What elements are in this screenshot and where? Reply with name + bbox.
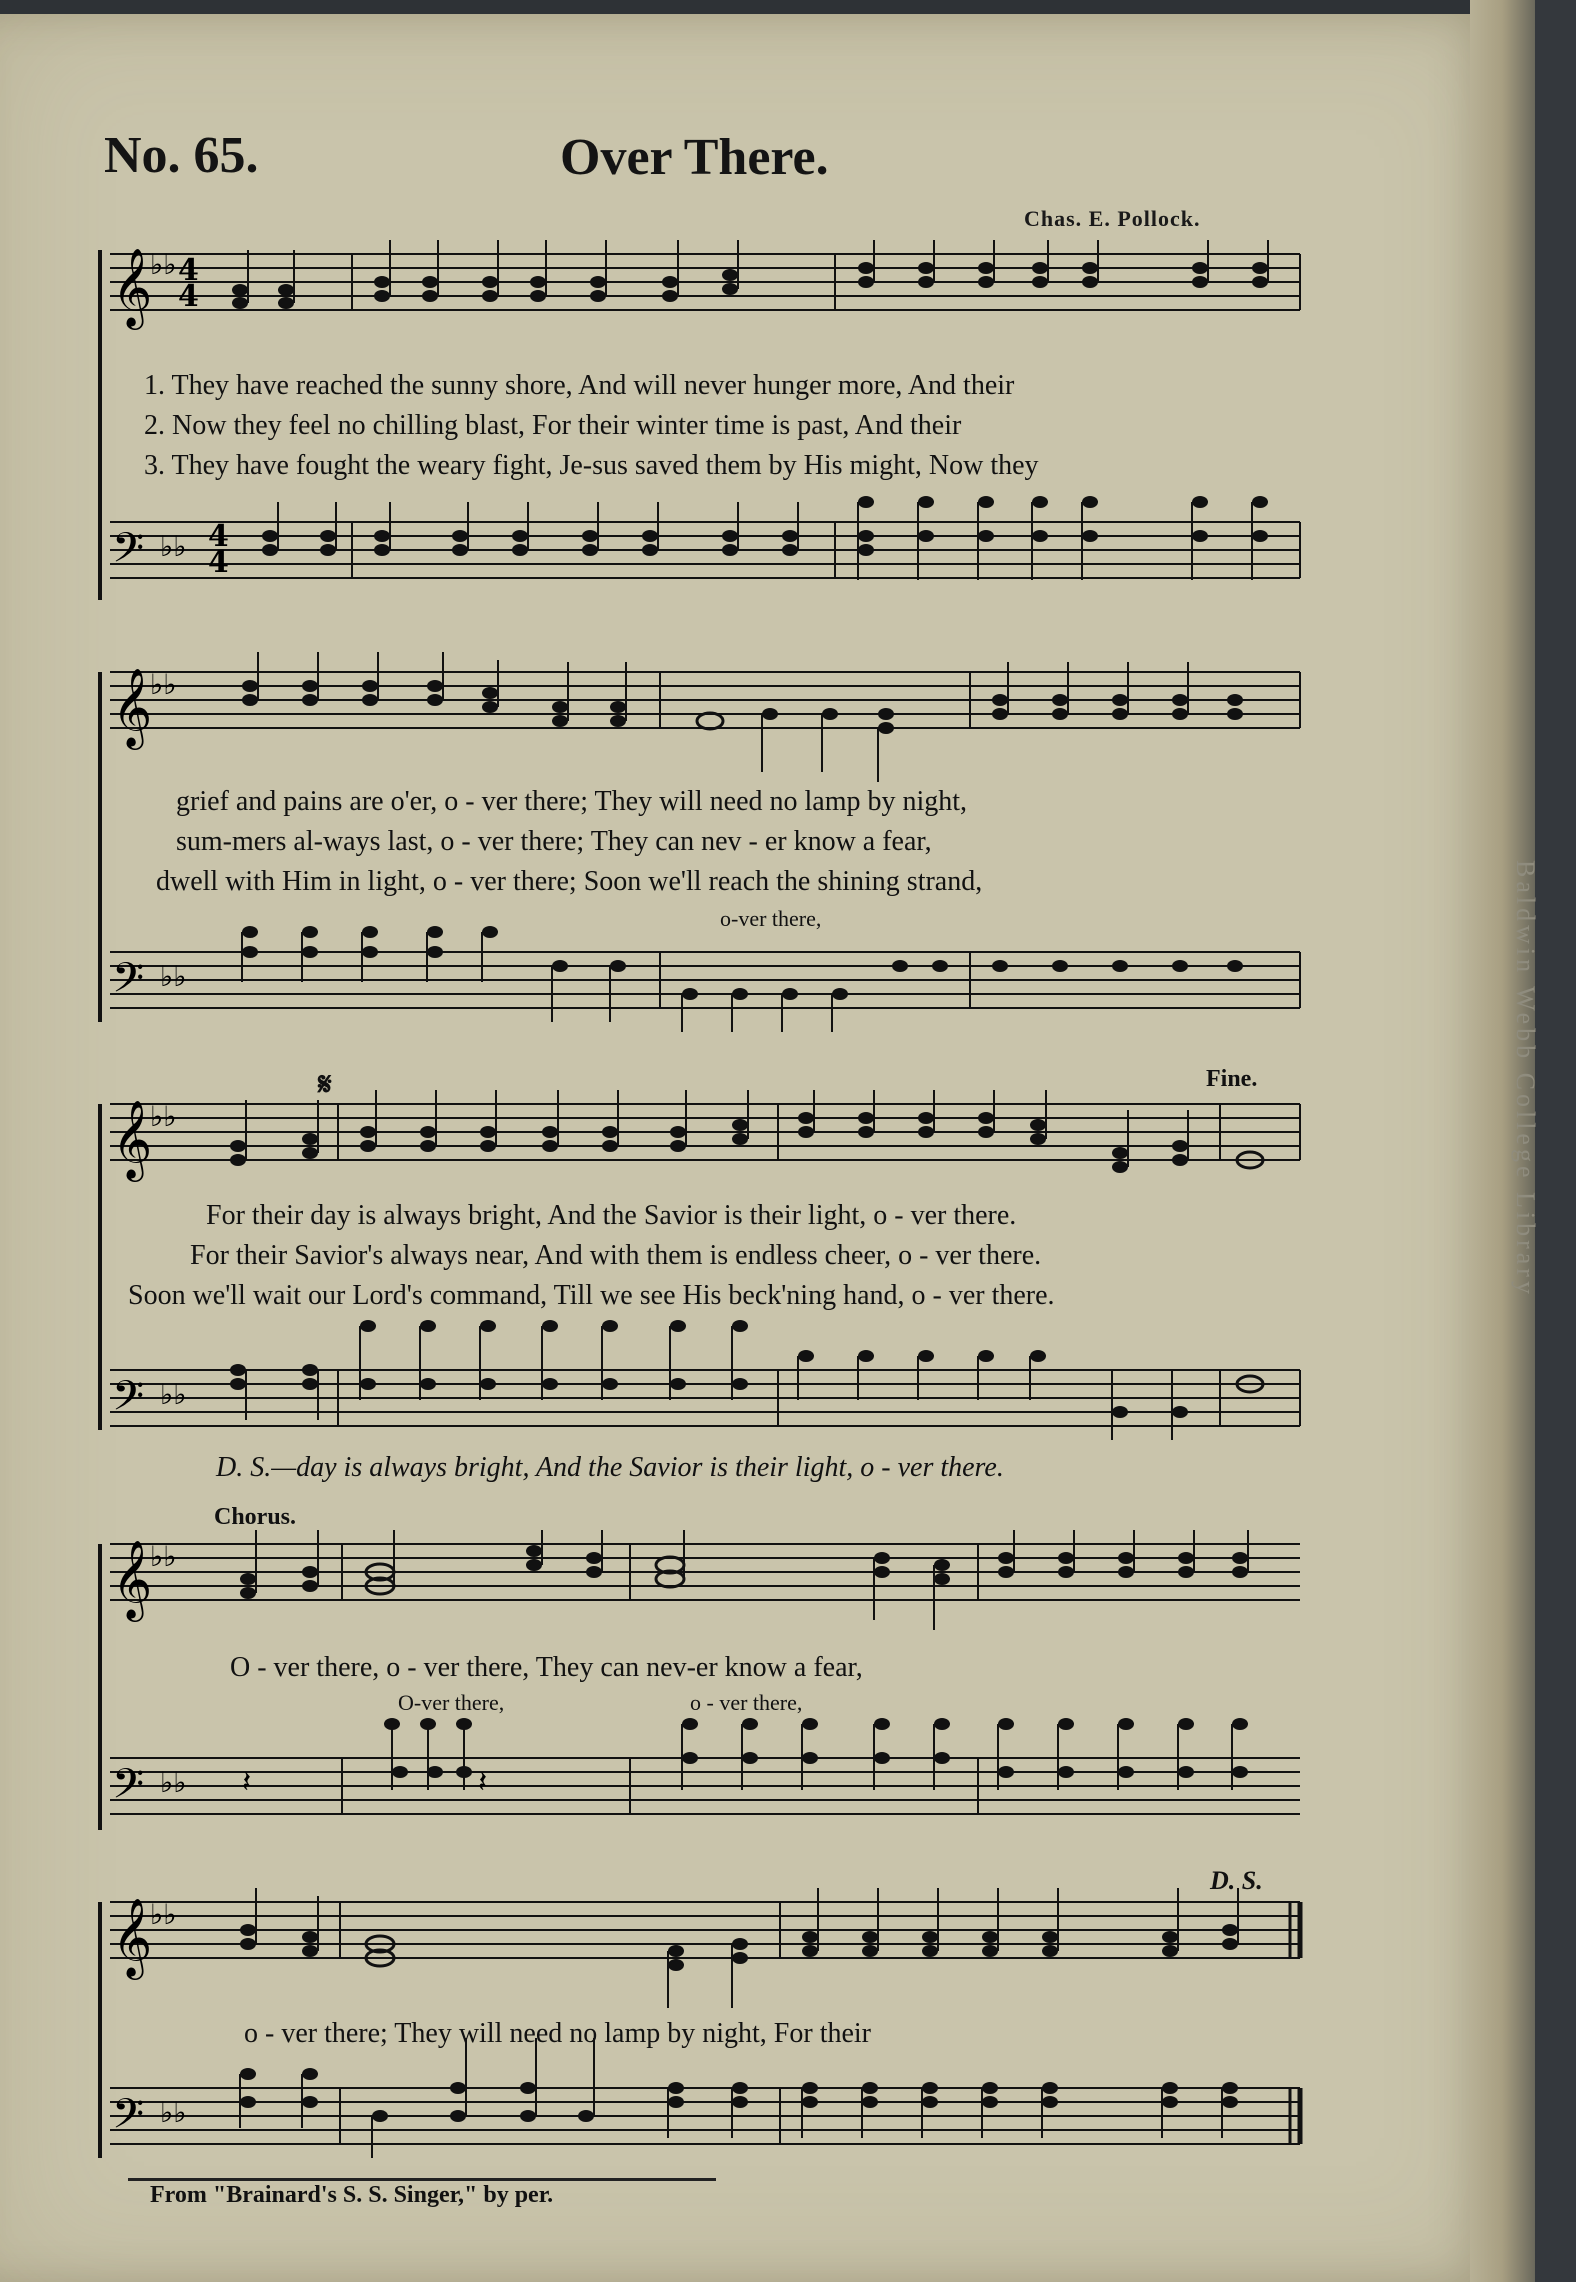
svg-text:𝄞: 𝄞 [112, 1898, 153, 1977]
ds-mark: D. S. [1210, 1866, 1263, 1895]
book-spine [1535, 0, 1576, 2282]
system-3-staves [90, 1090, 1320, 1460]
footer-rule [128, 2178, 716, 2181]
svg-text:𝄞: 𝄞 [112, 1100, 153, 1179]
svg-text:♭♭: ♭♭ [160, 530, 187, 563]
svg-text:♭♭: ♭♭ [160, 2096, 187, 2129]
svg-text:♭♭: ♭♭ [150, 1898, 177, 1931]
fine-mark: Fine. [1206, 1066, 1258, 1092]
svg-text:♭♭: ♭♭ [150, 248, 177, 281]
svg-text:♭♭: ♭♭ [150, 1540, 177, 1573]
chorus-line-2: o - ver there; They will need no lamp by night, For their [244, 2018, 872, 2049]
svg-text:𝄽: 𝄽 [242, 1765, 252, 1800]
hymn-number: No. 65. [104, 127, 259, 184]
svg-text:𝄢: 𝄢 [112, 954, 145, 1012]
chorus-system-1-staves [90, 1530, 1320, 1840]
svg-text:4: 4 [178, 279, 199, 314]
svg-text:4: 4 [178, 253, 199, 288]
verse-2-line-a: 2. Now they feel no chilling blast, For their winter time is past, And their [144, 410, 962, 441]
svg-text:𝄢: 𝄢 [112, 1372, 145, 1430]
svg-text:4: 4 [208, 519, 229, 554]
verse-3-line-a: 3. They have fought the weary fight, Je-sus saved them by His might, Now they [144, 450, 1039, 481]
verse-3-line-b: dwell with Him in light, o - ver there; Soon we'll reach the shining strand, [156, 866, 983, 897]
ds-instruction: D. S.—day is always bright, And the Savior is their light, o - ver there. [216, 1452, 1004, 1483]
svg-text:𝄢: 𝄢 [112, 1760, 145, 1818]
svg-text:♭♭: ♭♭ [160, 1766, 187, 1799]
chorus-cue-2: o - ver there, [690, 1690, 803, 1715]
chorus-cue-1: O-ver there, [398, 1690, 505, 1715]
verse-1-line-a: 1. They have reached the sunny shore, And will never hunger more, And their [144, 370, 1015, 401]
svg-text:𝄞: 𝄞 [112, 1540, 153, 1619]
segno-sign: 𝄋 [318, 1066, 332, 1102]
svg-text:𝄞: 𝄞 [112, 248, 153, 327]
svg-text:♭♭: ♭♭ [150, 1100, 177, 1133]
composer: Chas. E. Pollock. [1024, 206, 1201, 231]
hymn-title: Over There. [560, 129, 829, 186]
svg-text:𝄽: 𝄽 [478, 1765, 488, 1800]
svg-text:♭♭: ♭♭ [160, 1378, 187, 1411]
svg-text:𝄞: 𝄞 [112, 668, 153, 747]
bass-cue-over-there: o-ver there, [720, 906, 822, 931]
verse-3-line-c: Soon we'll wait our Lord's command, Till we see His beck'ning hand, o - ver there. [128, 1280, 1055, 1311]
svg-text:4: 4 [208, 545, 229, 580]
library-stamp: Baldwin Webb College Library [1511, 860, 1540, 1298]
chorus-line-1: O - ver there, o - ver there, They can nev-er know a fear, [230, 1652, 863, 1683]
verse-1-line-b: grief and pains are o'er, o - ver there; They will need no lamp by night, [176, 786, 968, 817]
chorus-label: Chorus. [214, 1504, 297, 1530]
verse-2-line-c: For their Savior's always near, And with them is endless cheer, o - ver there. [190, 1240, 1042, 1271]
copyright-credit: From "Brainard's S. S. Singer," by per. [150, 2182, 554, 2208]
verse-1-line-c: For their day is always bright, And the Savior is their light, o - ver there. [206, 1200, 1017, 1231]
svg-text:♭♭: ♭♭ [150, 668, 177, 701]
verse-2-line-b: sum-mers al-ways last, o - ver there; They can nev - er know a fear, [176, 826, 932, 857]
svg-text:𝄢: 𝄢 [112, 2090, 145, 2148]
svg-text:𝄢: 𝄢 [112, 524, 145, 582]
svg-text:♭♭: ♭♭ [160, 960, 187, 993]
